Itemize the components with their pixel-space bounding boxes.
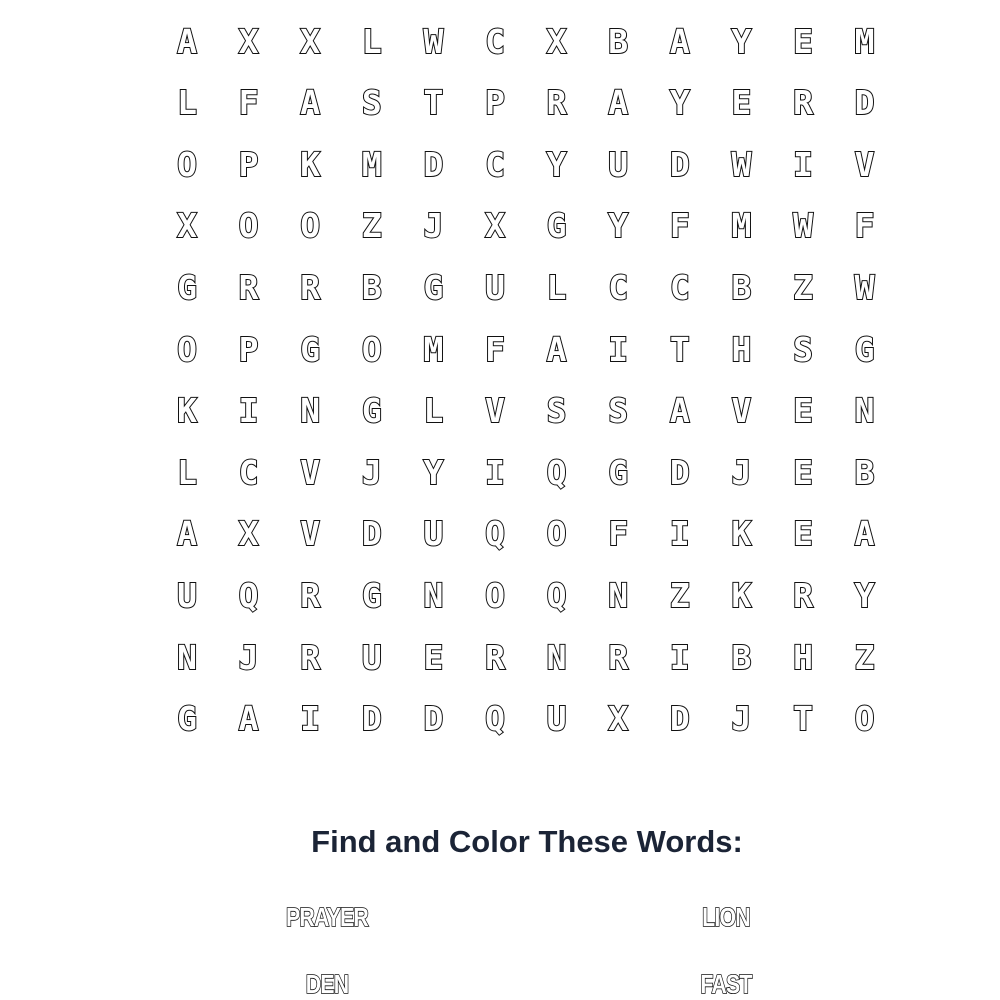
grid-cell[interactable]: F <box>608 514 629 554</box>
grid-cell[interactable]: D <box>669 699 690 739</box>
grid-cell[interactable]: U <box>608 144 629 184</box>
grid-cell[interactable]: H <box>793 637 813 677</box>
grid-cell[interactable]: S <box>361 83 382 123</box>
word-item-den: DEN <box>305 969 349 999</box>
grid-cell[interactable]: D <box>669 144 690 184</box>
grid-cell[interactable]: O <box>546 514 567 554</box>
grid-cell[interactable]: C <box>608 267 629 307</box>
grid-cell[interactable]: I <box>300 699 321 739</box>
grid-cell[interactable]: B <box>731 637 752 677</box>
grid-cell[interactable]: S <box>793 329 813 369</box>
grid-cell[interactable]: K <box>177 391 197 431</box>
grid-cell[interactable]: W <box>731 144 752 184</box>
grid-cell[interactable]: J <box>423 206 444 246</box>
grid-cell[interactable]: O <box>177 329 197 369</box>
grid-cell[interactable]: O <box>854 699 875 739</box>
grid-cell[interactable]: P <box>238 329 259 369</box>
grid-cell[interactable]: X <box>177 206 197 246</box>
grid-cell[interactable]: Y <box>731 21 752 61</box>
grid-cell[interactable]: L <box>423 391 444 431</box>
grid-cell[interactable]: K <box>731 575 752 615</box>
grid-cell[interactable]: D <box>423 699 444 739</box>
grid-cell[interactable]: A <box>669 391 690 431</box>
grid-cell[interactable]: G <box>361 575 382 615</box>
grid-cell[interactable]: N <box>423 575 444 615</box>
grid-cell[interactable]: G <box>300 329 321 369</box>
grid-cell[interactable]: I <box>238 391 259 431</box>
grid-cell[interactable]: Y <box>608 206 629 246</box>
grid-cell[interactable]: A <box>854 514 875 554</box>
grid-cell[interactable]: F <box>669 206 690 246</box>
grid-cell[interactable]: K <box>300 144 321 184</box>
grid-cell[interactable]: V <box>854 144 875 184</box>
grid-cell[interactable]: Q <box>485 514 505 554</box>
grid-cell[interactable]: O <box>177 144 197 184</box>
grid-cell[interactable]: R <box>546 83 567 123</box>
grid-cell[interactable]: X <box>608 699 629 739</box>
grid-cell[interactable]: X <box>485 206 505 246</box>
grid-cell[interactable]: L <box>177 452 197 492</box>
grid-cell[interactable]: I <box>485 452 505 492</box>
grid-cell[interactable]: O <box>361 329 382 369</box>
grid-cell[interactable]: Z <box>793 267 813 307</box>
grid-cell[interactable]: L <box>361 21 382 61</box>
word-item-fast: FAST <box>700 969 752 999</box>
grid-cell[interactable]: X <box>546 21 567 61</box>
grid-cell[interactable]: A <box>300 83 321 123</box>
grid-cell[interactable]: R <box>238 267 259 307</box>
grid-cell[interactable]: D <box>423 144 444 184</box>
grid-cell[interactable]: O <box>238 206 259 246</box>
grid-cell[interactable]: Q <box>485 699 505 739</box>
grid-cell[interactable]: T <box>669 329 690 369</box>
grid-cell[interactable]: R <box>793 575 813 615</box>
grid-cell[interactable]: B <box>731 267 752 307</box>
grid-cell[interactable]: P <box>238 144 259 184</box>
grid-cell[interactable]: Y <box>423 452 444 492</box>
grid-cell[interactable]: X <box>238 21 259 61</box>
grid-cell[interactable]: Z <box>854 637 875 677</box>
grid-cell[interactable]: S <box>608 391 629 431</box>
grid-cell[interactable]: C <box>669 267 690 307</box>
grid-cell[interactable]: N <box>300 391 321 431</box>
grid-cell[interactable]: P <box>485 83 505 123</box>
grid-cell[interactable]: J <box>361 452 382 492</box>
grid-cell[interactable]: G <box>608 452 629 492</box>
grid-cell[interactable]: E <box>793 391 813 431</box>
grid-cell[interactable]: M <box>854 21 875 61</box>
grid-cell[interactable]: O <box>485 575 505 615</box>
grid-cell[interactable]: V <box>300 452 321 492</box>
grid-cell[interactable]: V <box>731 391 752 431</box>
grid-cell[interactable]: S <box>546 391 567 431</box>
grid-cell[interactable]: D <box>854 83 875 123</box>
grid-cell[interactable]: A <box>177 21 197 61</box>
grid-cell[interactable]: I <box>793 144 813 184</box>
grid-cell[interactable]: N <box>546 637 567 677</box>
word-item-lion: LION <box>702 902 750 932</box>
grid-cell[interactable]: J <box>731 699 752 739</box>
grid-cell[interactable]: I <box>669 514 690 554</box>
grid-cell[interactable]: H <box>731 329 752 369</box>
grid-cell[interactable]: E <box>793 514 813 554</box>
word-list-title: Find and Color These Words: <box>311 824 743 859</box>
grid-cell[interactable]: Q <box>546 452 567 492</box>
grid-cell[interactable]: B <box>608 21 629 61</box>
grid-cell[interactable]: A <box>546 329 567 369</box>
grid-cell[interactable]: E <box>731 83 752 123</box>
grid-cell[interactable]: U <box>485 267 505 307</box>
grid-cell[interactable]: L <box>546 267 567 307</box>
grid-cell[interactable]: C <box>238 452 259 492</box>
grid-cell[interactable]: R <box>485 637 505 677</box>
word-item-prayer: PRAYER <box>286 902 368 932</box>
grid-cell[interactable]: Y <box>854 575 875 615</box>
grid-cell[interactable]: W <box>423 21 444 61</box>
grid-cell[interactable]: C <box>485 21 505 61</box>
grid-cell[interactable]: X <box>238 514 259 554</box>
grid-cell[interactable]: C <box>485 144 505 184</box>
grid-cell[interactable]: G <box>361 391 382 431</box>
grid-cell[interactable]: G <box>177 699 197 739</box>
grid-cell[interactable]: U <box>423 514 444 554</box>
grid-cell[interactable]: D <box>361 514 382 554</box>
grid-cell[interactable]: U <box>361 637 382 677</box>
grid-cell[interactable]: U <box>177 575 197 615</box>
grid-cell[interactable]: N <box>854 391 875 431</box>
grid-cell[interactable]: M <box>361 144 382 184</box>
grid-cell[interactable]: V <box>485 391 505 431</box>
grid-cell[interactable]: D <box>361 699 382 739</box>
grid-cell[interactable]: I <box>669 637 690 677</box>
grid-cell[interactable]: J <box>238 637 259 677</box>
grid-cell[interactable]: N <box>177 637 197 677</box>
grid-cell[interactable]: R <box>608 637 629 677</box>
grid-cell[interactable]: R <box>300 267 321 307</box>
grid-cell[interactable]: B <box>361 267 382 307</box>
grid-cell[interactable]: G <box>177 267 197 307</box>
grid-cell[interactable]: D <box>669 452 690 492</box>
grid-cell[interactable]: B <box>854 452 875 492</box>
grid-cell[interactable]: K <box>731 514 752 554</box>
grid-cell[interactable]: M <box>423 329 444 369</box>
grid-cell[interactable]: A <box>177 514 197 554</box>
grid-cell[interactable]: Z <box>669 575 690 615</box>
grid-cell[interactable]: F <box>485 329 505 369</box>
grid-cell[interactable]: R <box>300 637 321 677</box>
grid-cell[interactable]: T <box>423 83 444 123</box>
grid-cell[interactable]: W <box>854 267 875 307</box>
grid-cell[interactable]: Q <box>546 575 567 615</box>
grid-cell[interactable]: A <box>669 21 690 61</box>
grid-cell[interactable]: U <box>546 699 567 739</box>
word-search-grid <box>156 10 896 750</box>
grid-cell[interactable]: M <box>731 206 752 246</box>
grid-cell[interactable]: I <box>608 329 629 369</box>
grid-cell[interactable]: J <box>731 452 752 492</box>
grid-cell[interactable]: Q <box>238 575 259 615</box>
grid-cell[interactable]: G <box>546 206 567 246</box>
grid-cell[interactable]: A <box>238 699 259 739</box>
grid-cell[interactable]: W <box>793 206 813 246</box>
grid-cell[interactable]: E <box>793 21 813 61</box>
grid-cell[interactable]: T <box>793 699 813 739</box>
grid-cell[interactable]: Y <box>546 144 567 184</box>
grid-cell[interactable]: E <box>423 637 444 677</box>
grid-cell[interactable]: E <box>793 452 813 492</box>
grid-cell[interactable]: L <box>177 83 197 123</box>
grid-cell[interactable]: Z <box>361 206 382 246</box>
grid-cell[interactable]: N <box>608 575 629 615</box>
grid-cell[interactable]: G <box>423 267 444 307</box>
grid-cell[interactable]: O <box>300 206 321 246</box>
grid-cell[interactable]: X <box>300 21 321 61</box>
grid-cell[interactable]: Y <box>669 83 690 123</box>
grid-cell[interactable]: R <box>300 575 321 615</box>
grid-cell[interactable]: R <box>793 83 813 123</box>
grid-cell[interactable]: A <box>608 83 629 123</box>
grid-cell[interactable]: V <box>300 514 321 554</box>
grid-cell[interactable]: G <box>854 329 875 369</box>
grid-cell[interactable]: F <box>854 206 875 246</box>
grid-cell[interactable]: F <box>238 83 259 123</box>
